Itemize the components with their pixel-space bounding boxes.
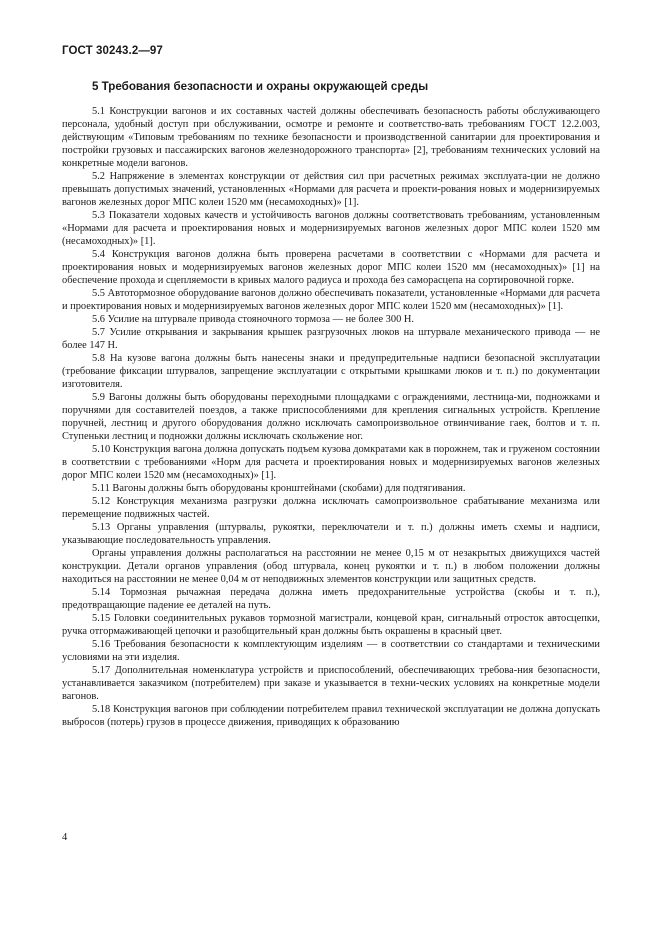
paragraph-5-11: 5.11 Вагоны должны быть оборудованы кронштейнами (скобами) для подтягивания. [92,483,466,494]
paragraph-5-3: 5.3 Показатели ходовых качеств и устойчивость вагонов должны соответствовать требованиям, установленным «Нормами для расчета и проектирования новых и модернизируемых вагонов железных дорог МПС колеи 1520 мм (несамоходных)» [1]. [62,210,600,247]
paragraph-5-18: 5.18 Конструкция вагонов при соблюдении потребителем правил технической эксплуатации не должна допускать выбросов (потерь) грузов в процессе движения, приводящих к образованию [62,704,600,728]
paragraph-5-13-controls: Органы управления должны располагаться на расстоянии не менее 0,15 м от незакрытых движущихся частей конструкции. Детали органов управления (обод штурвала, конец рукоятки и т. п.) в любом положении должны находиться на расстоянии не менее 0,04 м от неподвижных элементов конструкции или защитных средств. [62,548,600,585]
section-title: 5 Требования безопасности и охраны окружающей среды [92,80,429,93]
paragraph-5-7: 5.7 Усилие открывания и закрывания крышек разгрузочных люков на штурвале механического привода — не более 147 Н. [62,327,600,351]
paragraph-5-1: 5.1 Конструкции вагонов и их составных частей должны обеспечивать безопасность работы обслуживающего персонала, удобный доступ при обслуживании, осмотре и ремонте и соответство-вать требованиям ГОСТ 12.2.003, действующим «Типовым требованиям по технике безопасности и производственной санитарии для проектирования и постройки грузовых и пассажирских вагонов железнодорожного транспорта» [2], требованиям технических условий на конкретные модели вагонов. [62,106,600,169]
paragraph-5-10: 5.10 Конструкция вагона должна допускать подъем кузова домкратами как в порожнем, так и груженом состоянии в соответствии с требованиями «Норм для расчета и проектирования новых и модернизируемых вагонов железных дорог МПС колеи 1520 мм (несамоходных)» [1]. [62,444,600,481]
paragraph-5-14: 5.14 Тормозная рычажная передача должна иметь предохранительные устройства (скобы и т. п.), предотвращающие падение ее деталей на путь. [62,587,600,611]
paragraph-5-6: 5.6 Усилие на штурвале привода стояночного тормоза — не более 300 Н. [92,314,414,325]
paragraph-5-16: 5.16 Требования безопасности к комплектующим изделиям — в соответствии со стандартами и техническими условиями на эти изделия. [62,639,600,663]
paragraph-5-13: 5.13 Органы управления (штурвалы, рукоятки, переключатели и т. п.) должны иметь схемы и надписи, указывающие последовательность управления. [62,522,600,546]
document-header: ГОСТ 30243.2—97 [62,45,163,57]
paragraph-5-12: 5.12 Конструкция механизма разгрузки должна исключать самопроизвольное срабатывание механизма или перемещение подвижных частей. [62,496,600,520]
paragraph-5-17: 5.17 Дополнительная номенклатура устройств и приспособлений, обеспечивающих требова-ния безопасности, устанавливается заказчиком (потребителем) при заказе и указывается в техни-ческих условиях на конкретные модели вагонов. [62,665,600,702]
paragraph-5-15: 5.15 Головки соединительных рукавов тормозной магистрали, концевой кран, сигнальный отросток автосцепки, ручка отгормаживающей цепочки и разобщительный кран должны быть окрашены в красный цвет. [62,613,600,637]
paragraph-5-5: 5.5 Автотормозное оборудование вагонов должно обеспечивать показатели, установленные «Нормами для расчета и проектирования новых и модернизируемых вагонов железных дорог МПС колеи 1520 мм (несамоходных)» [1]. [62,288,600,312]
paragraph-5-8: 5.8 На кузове вагона должны быть нанесены знаки и предупредительные надписи безопасной эксплуатации (требование фиксации штурвалов, запрещение эксплуатации с открытыми крышками люков и т. п.) по документации изготовителя. [62,353,600,390]
section-body [62,105,600,729]
paragraph-5-9: 5.9 Вагоны должны быть оборудованы переходными площадками с ограждениями, лестница-ми, подножками и поручнями для составителей поездов, а также приспособлениями для крепления сигнальных устройств. Крепление поручней, лестниц и другого оборудования должно исключать самопроизвольное отвинчивание гаек, болтов и т. п. Ступеньки лестниц и подножки должны исключать скольжение ног. [62,392,600,442]
paragraph-5-4: 5.4 Конструкция вагонов должна быть проверена расчетами в соответствии с «Нормами для расчета и проектирования новых и модернизируемых вагонов железных дорог МПС колеи 1520 мм (несамоходных)» [1] на обеспечение прохода и сцепляемости в кривых малого радиуса и прохода без саморасцепа на сортировочной горке. [62,249,600,286]
paragraph-5-2: 5.2 Напряжение в элементах конструкции от действия сил при расчетных режимах эксплуата-ции не должно превышать допустимых значений, установленных «Нормами для расчета и проекти-рования новых и модернизируемых вагонов железных дорог МПС колеи 1520 мм (несамоходных)» [1]. [62,171,600,208]
page-number: 4 [62,832,68,843]
